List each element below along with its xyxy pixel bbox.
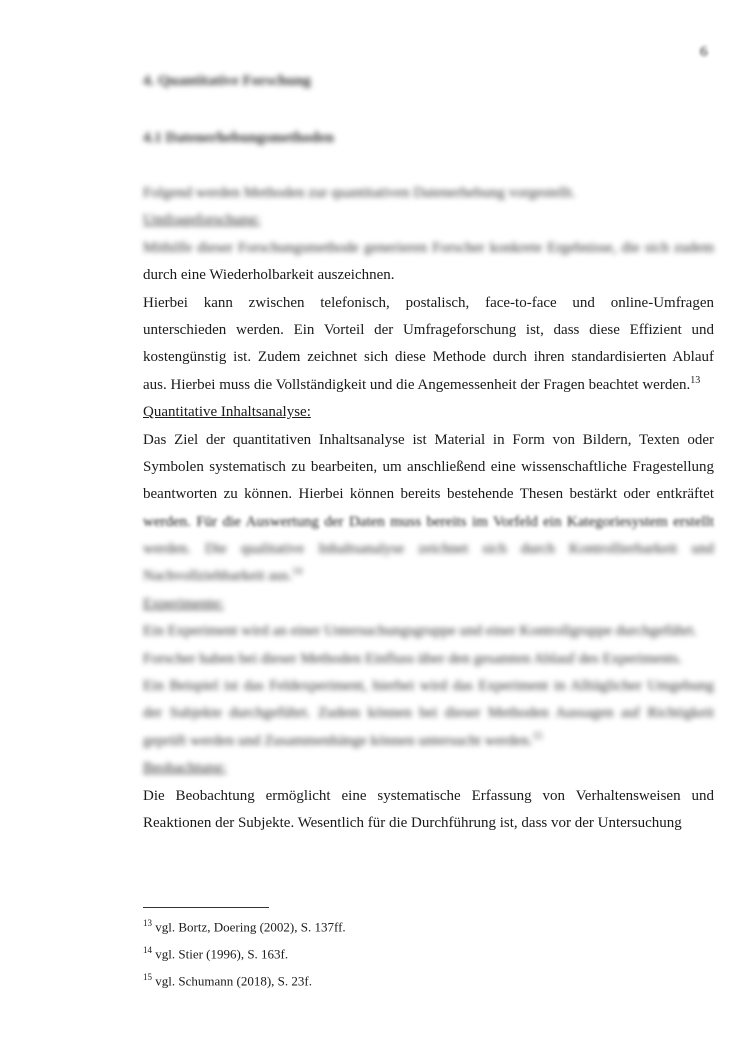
- text-line: kostengünstig ist. Zudem zeichnet sich diese Methode durch ihren standardisierten Ablauf: [143, 349, 714, 366]
- footnote-number: 13: [143, 918, 152, 928]
- body-text: [143, 180, 714, 837]
- subheading-experimente: Experimente:: [143, 595, 224, 612]
- text-line-content: Nachvollziehbarkeit aus.: [143, 568, 293, 585]
- text-line: Das Ziel der quantitativen Inhaltsanalyse ist Material in Form von Bildern, Texten oder: [143, 431, 714, 448]
- subheading-beobachtung: Beobachtung:: [143, 760, 227, 777]
- text-line: Ein Experiment wird an einer Untersuchungsgruppe und einer Kontrollgruppe durchgeführt.: [143, 623, 698, 640]
- text-line: Reaktionen der Subjekte. Wesentlich für die Durchführung ist, dass vor der Untersuchung: [143, 814, 682, 831]
- footnote-reference: 14: [292, 566, 303, 578]
- text-line: Die Beobachtung ermöglicht eine systematische Erfassung von Verhaltensweisen und: [143, 787, 714, 804]
- section-heading: 4. Quantitative Forschung: [143, 73, 311, 89]
- text-line: durch eine Wiederholbarkeit auszeichnen.: [143, 267, 395, 284]
- text-line: [143, 728, 714, 755]
- footnote-reference: 15: [532, 730, 543, 742]
- footnote-text: vgl. Stier (1996), S. 163f.: [155, 946, 289, 962]
- text-line: Hierbei kann zwischen telefonisch, postalisch, face-to-face und online-Umfragen: [143, 294, 714, 311]
- footnote-text: vgl. Schumann (2018), S. 23f.: [155, 973, 312, 989]
- text-line: werden. Die qualitative Inhaltsanalyse zeichnet sich durch Kontrollierbarkeit und: [143, 541, 714, 558]
- page-number: 6: [700, 44, 708, 60]
- text-line: Symbolen systematisch zu bearbeiten, um anschließend eine wissenschaftliche Fragestellung: [143, 458, 714, 475]
- text-line-content: geprüft werden und Zusammenhänge können untersucht werden.: [143, 732, 533, 749]
- text-line: beantworten zu können. Hierbei können bereits bestehende Thesen bestärkt oder entkräftet: [143, 486, 714, 503]
- text-line: Mithilfe dieser Forschungsmethode generieren Forscher konkrete Ergebnisse, die sich zudem: [143, 239, 714, 256]
- footnote-separator: [143, 907, 269, 908]
- text-line: Forscher haben bei dieser Methoden Einfluss über den gesamten Ablauf des Experiments.: [143, 650, 683, 667]
- text-line: Ein Beispiel ist das Feldexperiment, hierbei wird das Experiment in Alltäglicher Umgebung: [143, 678, 714, 695]
- footnote-number: 14: [143, 945, 152, 955]
- subheading-umfrageforschung: Umfrageforschung:: [143, 212, 261, 229]
- subsection-heading: 4.1 Datenerhebungsmethoden: [143, 130, 334, 146]
- text-line-content: aus. Hierbei muss die Vollständigkeit und die Angemessenheit der Fragen beachtet werden.: [143, 376, 691, 393]
- text-line: [143, 372, 714, 399]
- footnote: [143, 945, 288, 962]
- text-line: unterschieden werden. Ein Vorteil der Umfrageforschung ist, dass diese Effizient und: [143, 321, 714, 338]
- text-line: Folgend werden Methoden zur quantitativen Datenerhebung vorgestellt.: [143, 185, 576, 201]
- footnote-reference: 13: [690, 374, 701, 386]
- footnote: [143, 918, 346, 935]
- footnote-number: 15: [143, 972, 152, 982]
- footnote: [143, 972, 312, 989]
- text-line: [143, 563, 714, 590]
- text-line: der Subjekte durchgeführt. Zudem können bei dieser Methoden Aussagen auf Richtigkeit: [143, 705, 714, 722]
- text-line: werden. Für die Auswertung der Daten muss bereits im Vorfeld ein Kategoriesystem erstellt: [143, 513, 714, 530]
- subheading-inhaltsanalyse: Quantitative Inhaltsanalyse:: [143, 404, 311, 421]
- footnote-text: vgl. Bortz, Doering (2002), S. 137ff.: [155, 919, 346, 935]
